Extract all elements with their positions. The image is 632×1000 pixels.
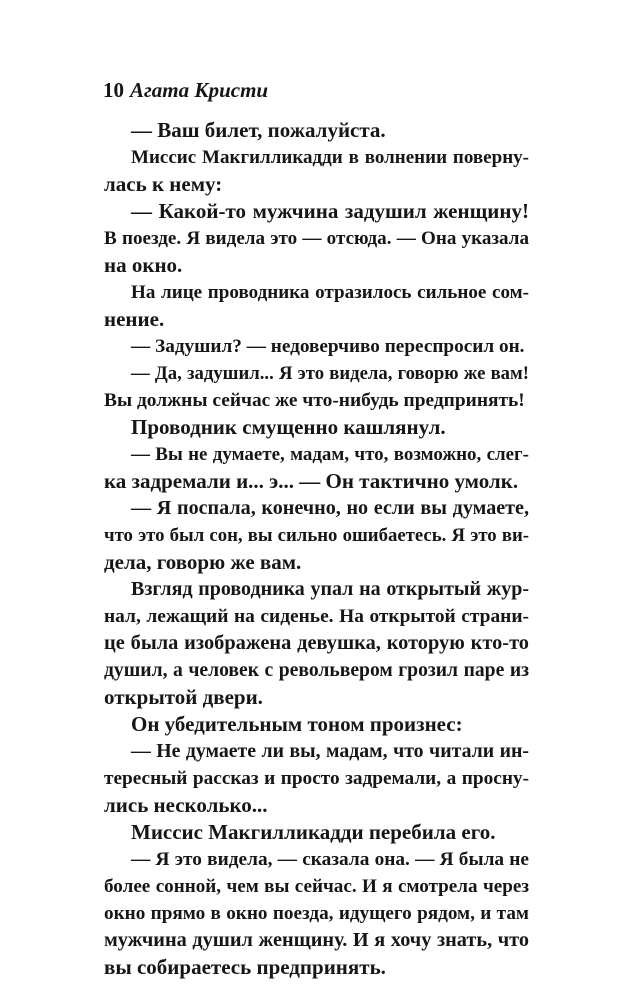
text-line: окно прямо в окно поезда, идущего рядом, и там <box>104 903 529 924</box>
running-head-author: Агата Кристи <box>130 78 269 102</box>
text-line: вы собираетесь предпринять. <box>104 955 386 979</box>
text-line: — Я это видела, — сказала она. — Я была не <box>131 849 529 870</box>
text-line: В поезде. Я видела это — отсюда. — Она указала <box>104 228 529 249</box>
text-line: что это был сон, вы сильно ошибаетесь. Я это ви- <box>104 525 529 546</box>
text-line: — Не думаете ли вы, мадам, что читали ин- <box>131 740 529 762</box>
text-line: лись несколько... <box>104 793 268 817</box>
text-line: более сонной, чем вы сейчас. И я смотрела через <box>104 876 529 897</box>
text-line: — Да, задушил... Я это видела, говорю же вам! <box>131 363 529 384</box>
text-line: — Задушил? — недоверчиво переспросил он. <box>131 336 525 357</box>
text-line: Проводник смущенно кашлянул. <box>131 415 446 439</box>
text-line: Миссис Макгилликадди в волнении поверну- <box>131 147 529 168</box>
text-line: — Какой-то мужчина задушил женщину! <box>131 199 529 223</box>
text-line: — Я поспала, конечно, но если вы думаете, <box>131 497 529 519</box>
text-line: Миссис Макгилликадди перебила его. <box>131 820 496 844</box>
text-line: нал, лежащий на сиденье. На открытой страни- <box>104 606 529 627</box>
page-header <box>103 78 268 102</box>
text-line: на окно. <box>104 253 183 277</box>
text-line: лась к нему: <box>104 172 223 196</box>
text-line: це была изображена девушка, которую кто-то <box>104 632 529 654</box>
text-line: душил, а человек с револьвером грозил паре из <box>104 660 529 681</box>
text-line: ка задремали и... э... — Он тактично умолк. <box>104 469 519 493</box>
text-line: Вы должны сейчас же что-нибудь предпринять! <box>104 390 525 411</box>
text-line: дела, говорю же вам. <box>104 550 302 574</box>
page-number: 10 <box>103 78 124 102</box>
text-line: тересный рассказ и просто задремали, а просну- <box>104 768 529 789</box>
text-line: — Ваш билет, пожалуйста. <box>131 118 386 142</box>
text-line: Он убедительным тоном произнес: <box>131 712 463 736</box>
text-line: Взгляд проводника упал на открытый жур- <box>131 578 529 600</box>
text-line: открытой двери. <box>104 685 263 709</box>
text-line: — Вы не думаете, мадам, что, возможно, слег- <box>131 444 529 465</box>
text-line: мужчина душил женщину. И я хочу знать, что <box>104 929 529 951</box>
text-line: нение. <box>104 307 165 331</box>
page-body-text <box>104 117 529 981</box>
text-line: На лице проводника отразилось сильное сом- <box>131 282 529 303</box>
